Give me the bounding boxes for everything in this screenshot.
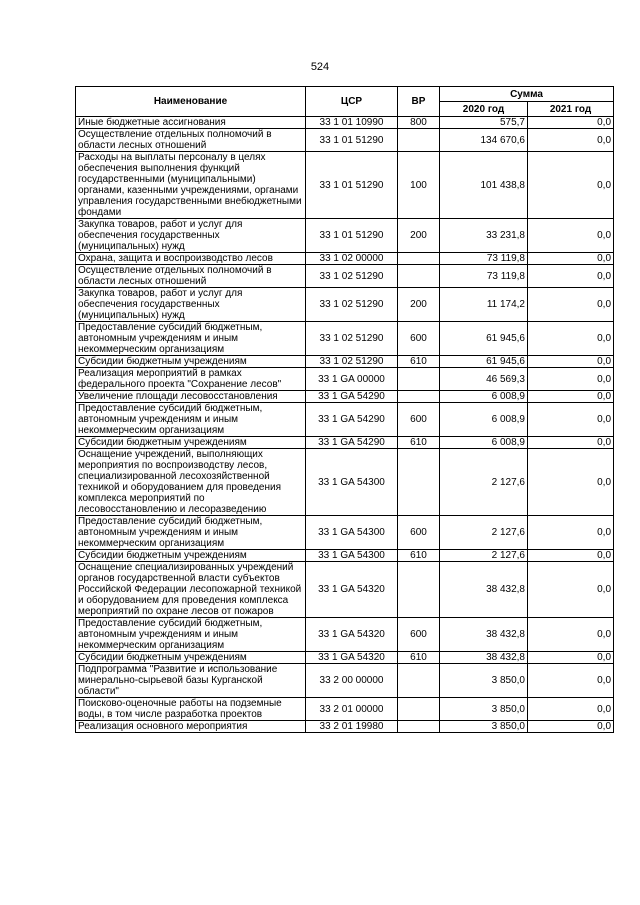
cell-csr: 33 1 01 51290 (306, 219, 398, 253)
cell-2020: 3 850,0 (440, 664, 528, 698)
cell-2021: 0,0 (528, 449, 614, 516)
cell-2021: 0,0 (528, 664, 614, 698)
table-body (76, 117, 614, 733)
cell-name: Предоставление субсидий бюджетным, автономным учреждениям и иным некоммерческим организациям (76, 322, 306, 356)
cell-2021: 0,0 (528, 437, 614, 449)
cell-2020: 2 127,6 (440, 550, 528, 562)
cell-name: Увеличение площади лесовосстановления (76, 391, 306, 403)
budget-table (75, 86, 614, 733)
cell-vr (398, 253, 440, 265)
cell-2020: 3 850,0 (440, 698, 528, 721)
cell-name: Оснащение учреждений, выполняющих мероприятия по воспроизводству лесов, специализированной лесохозяйственной техникой и оборудованием для проведения комплекса мероприятий по лесовосстановлению и лесоразведению (76, 449, 306, 516)
cell-csr: 33 1 GA 54320 (306, 562, 398, 618)
cell-csr: 33 2 01 00000 (306, 698, 398, 721)
table-row (76, 391, 614, 403)
cell-2021: 0,0 (528, 322, 614, 356)
cell-2020: 73 119,8 (440, 265, 528, 288)
cell-2021: 0,0 (528, 288, 614, 322)
cell-2021: 0,0 (528, 698, 614, 721)
cell-2020: 6 008,9 (440, 391, 528, 403)
cell-2021: 0,0 (528, 129, 614, 152)
cell-name: Иные бюджетные ассигнования (76, 117, 306, 129)
header-vr: ВР (398, 87, 440, 117)
table-row (76, 219, 614, 253)
cell-csr: 33 1 GA 54290 (306, 403, 398, 437)
cell-2021: 0,0 (528, 152, 614, 219)
table-row (76, 516, 614, 550)
cell-vr: 800 (398, 117, 440, 129)
cell-2020: 134 670,6 (440, 129, 528, 152)
cell-name: Предоставление субсидий бюджетным, автономным учреждениям и иным некоммерческим организациям (76, 516, 306, 550)
table-row (76, 253, 614, 265)
cell-name: Предоставление субсидий бюджетным, автономным учреждениям и иным некоммерческим организациям (76, 618, 306, 652)
cell-2020: 3 850,0 (440, 721, 528, 733)
cell-csr: 33 1 02 51290 (306, 356, 398, 368)
cell-vr (398, 664, 440, 698)
cell-vr: 200 (398, 288, 440, 322)
cell-2021: 0,0 (528, 403, 614, 437)
cell-name: Субсидии бюджетным учреждениям (76, 356, 306, 368)
cell-name: Подпрограмма "Развитие и использование минерально-сырьевой базы Курганской области" (76, 664, 306, 698)
cell-name: Реализация мероприятий в рамках федерального проекта "Сохранение лесов" (76, 368, 306, 391)
table-row (76, 129, 614, 152)
cell-name: Субсидии бюджетным учреждениям (76, 652, 306, 664)
cell-csr: 33 1 GA 54290 (306, 391, 398, 403)
table-row (76, 550, 614, 562)
cell-name: Закупка товаров, работ и услуг для обеспечения государственных (муниципальных) нужд (76, 219, 306, 253)
cell-2021: 0,0 (528, 562, 614, 618)
cell-csr: 33 1 01 51290 (306, 129, 398, 152)
cell-2020: 575,7 (440, 117, 528, 129)
cell-name: Субсидии бюджетным учреждениям (76, 437, 306, 449)
cell-2021: 0,0 (528, 618, 614, 652)
cell-2020: 11 174,2 (440, 288, 528, 322)
cell-csr: 33 2 00 00000 (306, 664, 398, 698)
table-row (76, 152, 614, 219)
header-name: Наименование (76, 87, 306, 117)
table-row (76, 403, 614, 437)
cell-name: Предоставление субсидий бюджетным, автономным учреждениям и иным некоммерческим организациям (76, 403, 306, 437)
table-row (76, 664, 614, 698)
cell-vr: 610 (398, 550, 440, 562)
cell-csr: 33 1 GA 00000 (306, 368, 398, 391)
table-row (76, 618, 614, 652)
cell-name: Реализация основного мероприятия (76, 721, 306, 733)
cell-2020: 38 432,8 (440, 652, 528, 664)
cell-2020: 46 569,3 (440, 368, 528, 391)
cell-2020: 2 127,6 (440, 449, 528, 516)
cell-csr: 33 1 GA 54320 (306, 618, 398, 652)
cell-vr (398, 265, 440, 288)
cell-2021: 0,0 (528, 356, 614, 368)
cell-2020: 6 008,9 (440, 437, 528, 449)
cell-2020: 38 432,8 (440, 618, 528, 652)
table-row (76, 265, 614, 288)
cell-2021: 0,0 (528, 391, 614, 403)
cell-name: Осуществление отдельных полномочий в области лесных отношений (76, 129, 306, 152)
cell-2020: 73 119,8 (440, 253, 528, 265)
cell-vr: 600 (398, 403, 440, 437)
cell-2020: 2 127,6 (440, 516, 528, 550)
cell-2020: 101 438,8 (440, 152, 528, 219)
cell-2020: 38 432,8 (440, 562, 528, 618)
table-row (76, 117, 614, 129)
table-row (76, 368, 614, 391)
table-row (76, 562, 614, 618)
cell-name: Закупка товаров, работ и услуг для обеспечения государственных (муниципальных) нужд (76, 288, 306, 322)
header-csr: ЦСР (306, 87, 398, 117)
table-row (76, 356, 614, 368)
page-number: 524 (310, 61, 330, 73)
table-row (76, 449, 614, 516)
cell-vr: 610 (398, 437, 440, 449)
cell-2021: 0,0 (528, 219, 614, 253)
cell-2020: 6 008,9 (440, 403, 528, 437)
cell-vr (398, 721, 440, 733)
cell-vr: 600 (398, 618, 440, 652)
cell-csr: 33 1 01 51290 (306, 152, 398, 219)
cell-name: Субсидии бюджетным учреждениям (76, 550, 306, 562)
cell-vr (398, 391, 440, 403)
table-row (76, 288, 614, 322)
cell-2021: 0,0 (528, 253, 614, 265)
cell-csr: 33 1 02 51290 (306, 322, 398, 356)
cell-2020: 61 945,6 (440, 322, 528, 356)
table-row (76, 437, 614, 449)
cell-vr (398, 562, 440, 618)
cell-name: Осуществление отдельных полномочий в области лесных отношений (76, 265, 306, 288)
cell-csr: 33 1 GA 54300 (306, 516, 398, 550)
cell-csr: 33 1 GA 54290 (306, 437, 398, 449)
cell-name: Расходы на выплаты персоналу в целях обеспечения выполнения функций государственными (муниципальными) органами, казенными учреждениями, органами управления государственными внебюджетными фондами (76, 152, 306, 219)
cell-csr: 33 1 02 51290 (306, 288, 398, 322)
cell-2021: 0,0 (528, 265, 614, 288)
table-header (76, 87, 614, 117)
cell-name: Поисково-оценочные работы на подземные воды, в том числе разработка проектов (76, 698, 306, 721)
cell-2020: 61 945,6 (440, 356, 528, 368)
cell-vr (398, 129, 440, 152)
cell-vr: 600 (398, 322, 440, 356)
cell-vr (398, 368, 440, 391)
cell-name: Оснащение специализированных учреждений органов государственной власти субъектов Российской Федерации лесопожарной техникой и оборудованием для проведения комплекса мероприятий по охране лесов от пожаров (76, 562, 306, 618)
header-2021: 2021 год (528, 102, 614, 117)
header-2020: 2020 год (440, 102, 528, 117)
cell-vr (398, 449, 440, 516)
cell-csr: 33 2 01 19980 (306, 721, 398, 733)
cell-2021: 0,0 (528, 550, 614, 562)
cell-csr: 33 1 GA 54300 (306, 550, 398, 562)
header-sum: Сумма (440, 87, 614, 102)
cell-csr: 33 1 GA 54320 (306, 652, 398, 664)
table-row (76, 322, 614, 356)
cell-2021: 0,0 (528, 117, 614, 129)
table-row (76, 698, 614, 721)
cell-vr: 200 (398, 219, 440, 253)
cell-vr: 610 (398, 652, 440, 664)
table-row (76, 652, 614, 664)
cell-vr: 610 (398, 356, 440, 368)
cell-csr: 33 1 02 00000 (306, 253, 398, 265)
cell-2021: 0,0 (528, 368, 614, 391)
cell-2021: 0,0 (528, 652, 614, 664)
cell-2021: 0,0 (528, 721, 614, 733)
cell-csr: 33 1 02 51290 (306, 265, 398, 288)
cell-name: Охрана, защита и воспроизводство лесов (76, 253, 306, 265)
cell-vr: 100 (398, 152, 440, 219)
cell-vr: 600 (398, 516, 440, 550)
cell-csr: 33 1 GA 54300 (306, 449, 398, 516)
cell-csr: 33 1 01 10990 (306, 117, 398, 129)
cell-2020: 33 231,8 (440, 219, 528, 253)
cell-2021: 0,0 (528, 516, 614, 550)
cell-vr (398, 698, 440, 721)
table-row (76, 721, 614, 733)
